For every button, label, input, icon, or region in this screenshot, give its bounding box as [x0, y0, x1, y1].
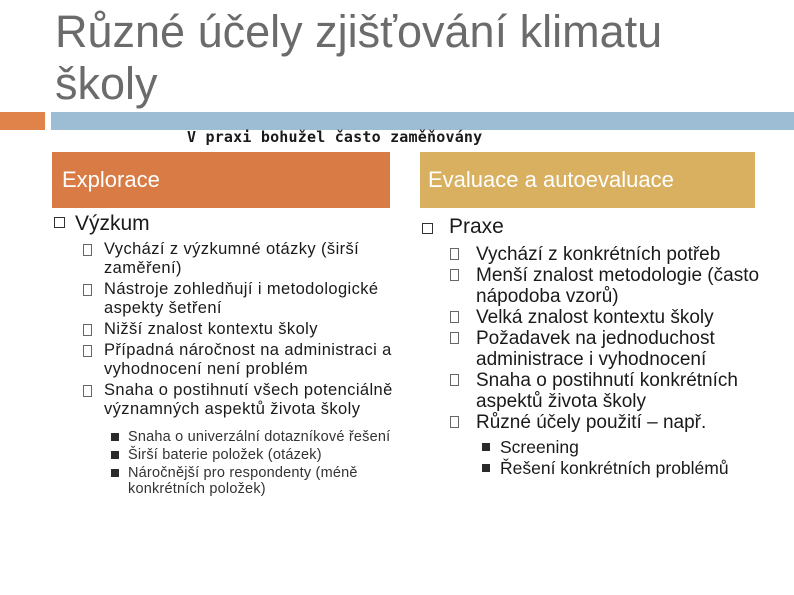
- square-bullet-icon: [111, 451, 119, 459]
- list-item: Nižší znalost kontextu školy: [50, 320, 405, 339]
- box-bullet-icon: [83, 345, 92, 357]
- right-subitems-list: [418, 437, 788, 479]
- right-items-list: [418, 244, 788, 433]
- sub-list-item: Náročnější pro respondenty (méně konkrétních položek): [50, 465, 405, 497]
- right-column: [418, 210, 788, 479]
- left-column-header: Explorace: [52, 152, 390, 208]
- level1-label: Praxe: [449, 215, 504, 238]
- list-item: Vychází z výzkumné otázky (širší zaměření): [50, 240, 405, 278]
- checkbox-bullet-icon: [54, 217, 65, 228]
- level1-label: Výzkum: [75, 212, 150, 235]
- list-item: Menší znalost metodologie (často nápodoba vzorů): [418, 265, 788, 307]
- level1-item: [418, 210, 788, 244]
- list-item: Různé účely použití – např.: [418, 412, 788, 433]
- box-bullet-icon: [450, 248, 459, 260]
- left-column: [50, 210, 405, 499]
- box-bullet-icon: [450, 374, 459, 386]
- slide-subtitle: V praxi bohužel často zaměňovány: [187, 128, 483, 146]
- box-bullet-icon: [450, 311, 459, 323]
- sub-list-item: Řešení konkrétních problémů: [418, 458, 788, 479]
- sub-list-item: Širší baterie položek (otázek): [50, 447, 405, 463]
- list-item: Požadavek na jednoduchost administrace i vyhodnocení: [418, 328, 788, 370]
- square-bullet-icon: [482, 443, 490, 451]
- box-bullet-icon: [450, 332, 459, 344]
- sub-list-item: Snaha o univerzální dotazníkové řešení: [50, 429, 405, 445]
- box-bullet-icon: [450, 269, 459, 281]
- right-column-header: Evaluace a autoevaluace: [420, 152, 755, 208]
- list-item: Snaha o postihnutí konkrétních aspektů života školy: [418, 370, 788, 412]
- box-bullet-icon: [83, 244, 92, 256]
- list-item: Snaha o postihnutí všech potenciálně významných aspektů života školy: [50, 381, 405, 419]
- title-accent-bar-orange: [0, 112, 45, 130]
- level1-item: [50, 210, 405, 240]
- box-bullet-icon: [83, 284, 92, 296]
- checkbox-bullet-icon: [422, 223, 433, 234]
- list-item: Nástroje zohledňují i metodologické aspekty šetření: [50, 280, 405, 318]
- list-item: Vychází z konkrétních potřeb: [418, 244, 788, 265]
- list-item: Velká znalost kontextu školy: [418, 307, 788, 328]
- slide-title: Různé účely zjišťování klimatu školy: [55, 6, 663, 109]
- list-item: Případná náročnost na administraci a vyhodnocení není problém: [50, 341, 405, 379]
- box-bullet-icon: [83, 385, 92, 397]
- left-subitems-list: [50, 429, 405, 497]
- left-items-list: [50, 240, 405, 419]
- box-bullet-icon: [83, 324, 92, 336]
- square-bullet-icon: [111, 469, 119, 477]
- square-bullet-icon: [482, 464, 490, 472]
- sub-list-item: Screening: [418, 437, 788, 458]
- box-bullet-icon: [450, 416, 459, 428]
- square-bullet-icon: [111, 433, 119, 441]
